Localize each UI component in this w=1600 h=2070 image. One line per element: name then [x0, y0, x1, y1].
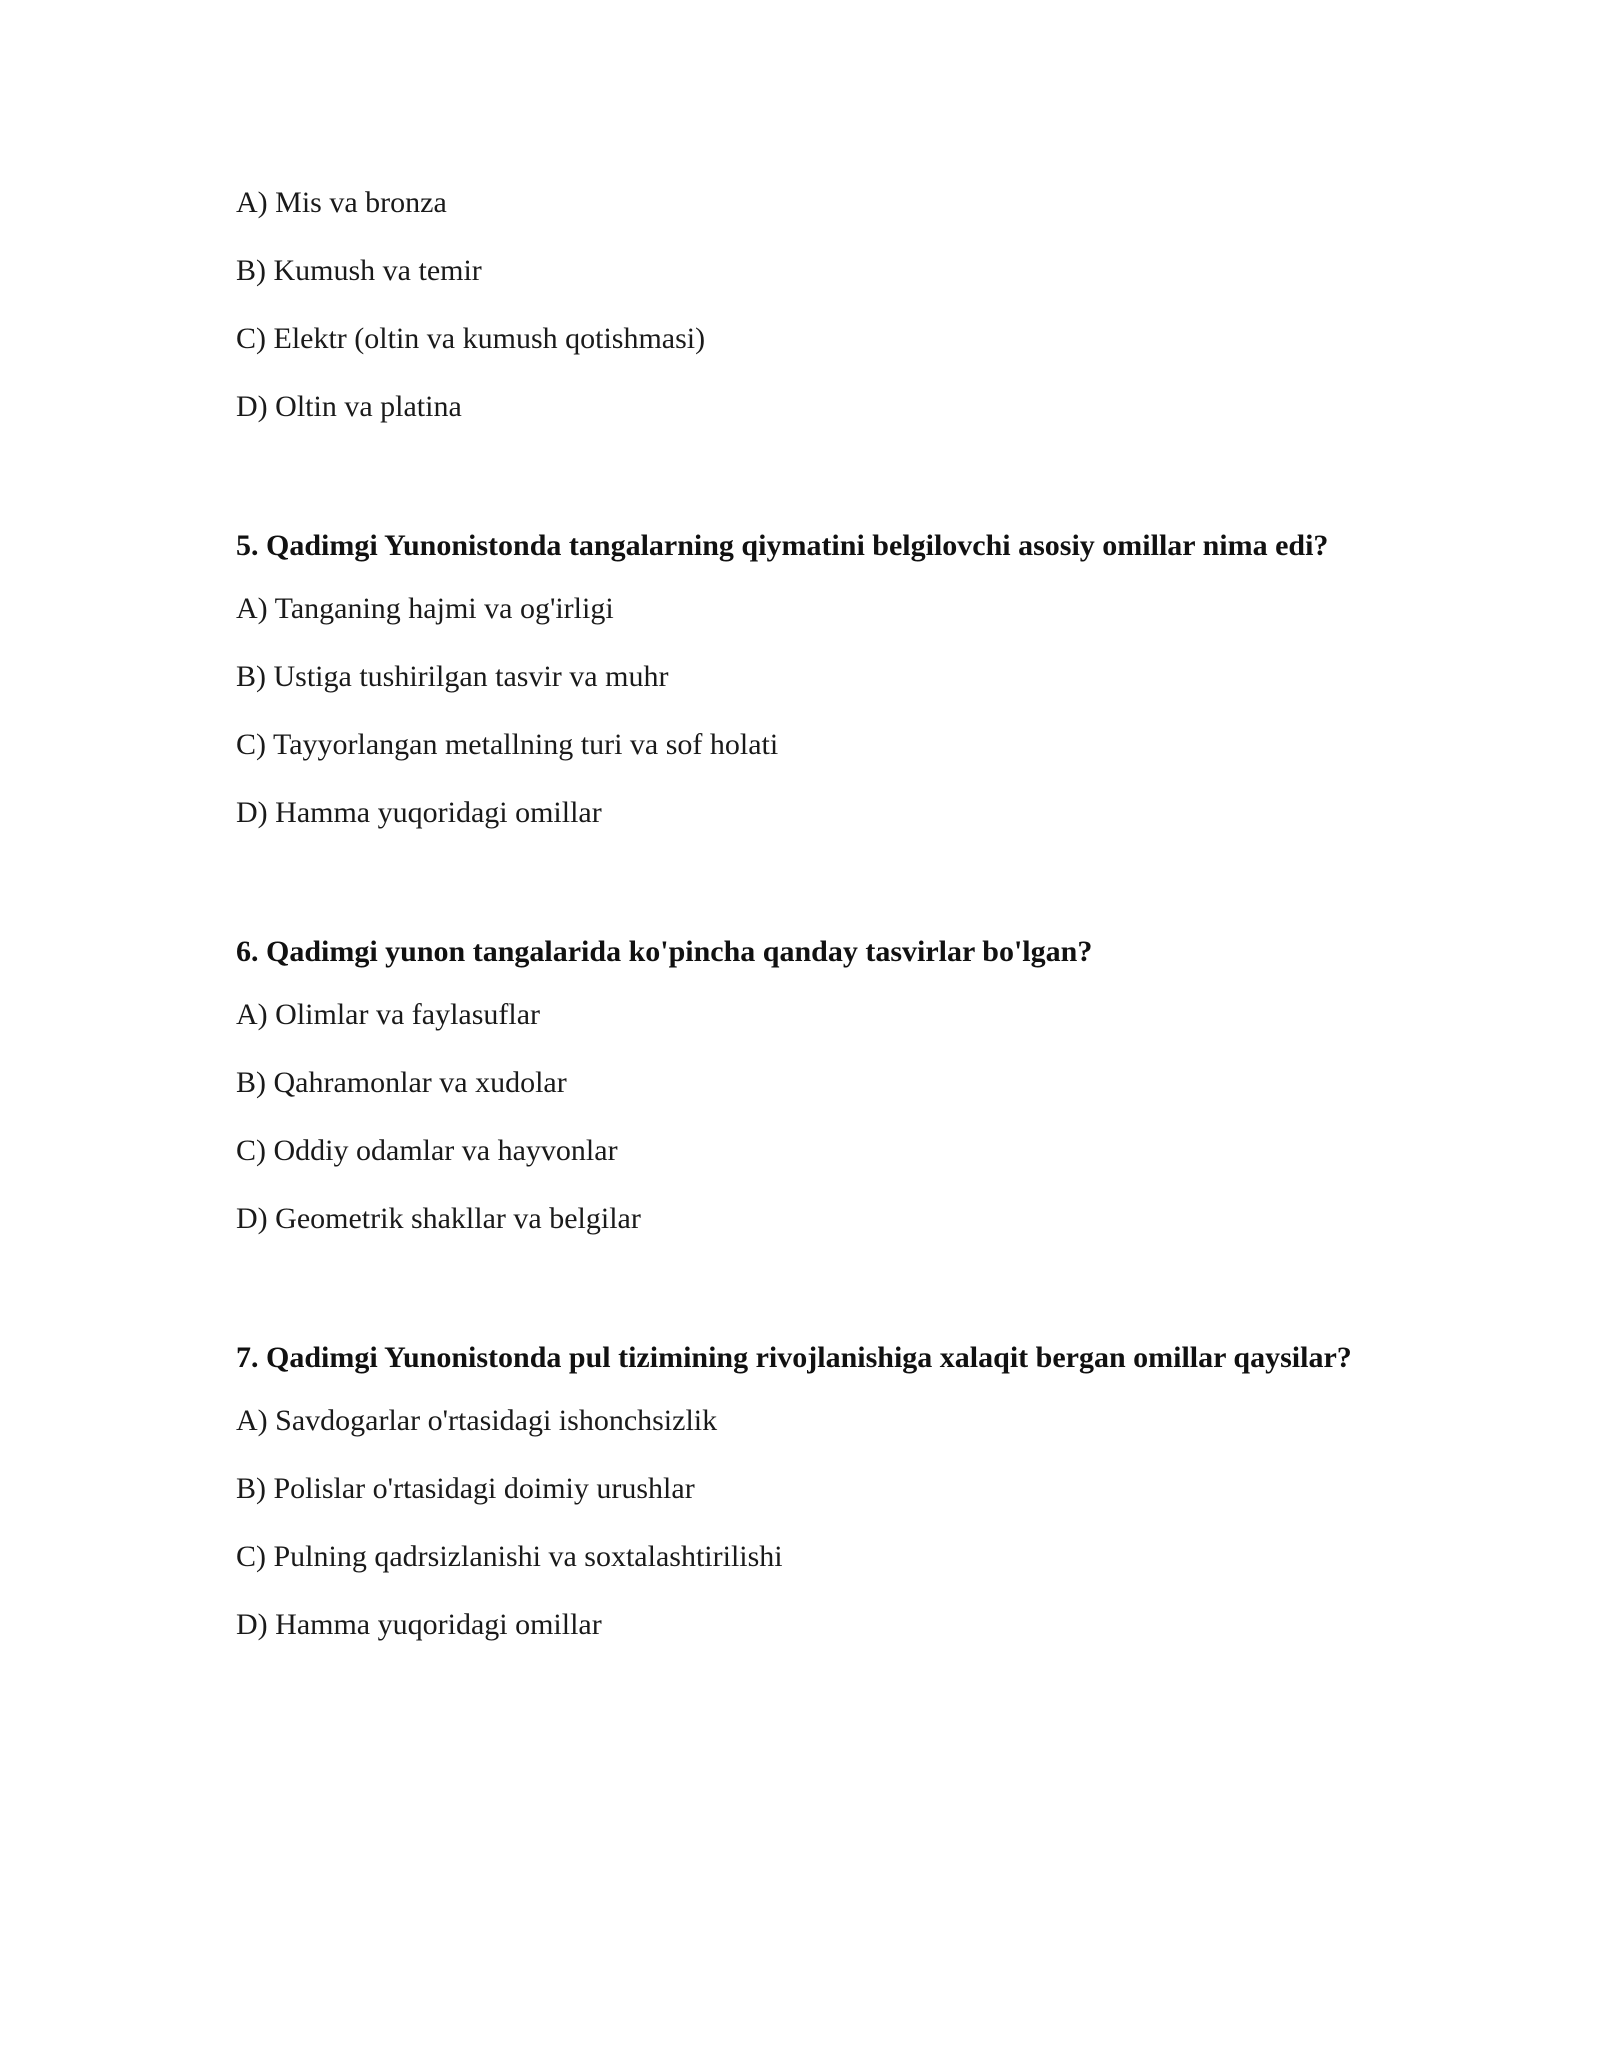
option-a: A) Tanganing hajmi va og'irligi [236, 592, 614, 625]
option-b: B) Kumush va temir [236, 254, 482, 287]
option-d: D) Hamma yuqoridagi omillar [236, 796, 602, 829]
option-b: B) Polislar o'rtasidagi doimiy urushlar [236, 1472, 695, 1505]
option-c: C) Elektr (oltin va kumush qotishmasi) [236, 322, 706, 355]
option-b: B) Qahramonlar va xudolar [236, 1066, 567, 1099]
block-gap [236, 1269, 1366, 1337]
question-5-text: 5. Qadimgi Yunonistonda tangalarning qiymatini belgilovchi asosiy omillar nima edi? [236, 529, 1329, 562]
option-a: A) Mis va bronza [236, 186, 447, 219]
block-gap [236, 863, 1366, 931]
option-b: B) Ustiga tushirilgan tasvir va muhr [236, 660, 669, 693]
question-block-6 [236, 931, 1366, 1237]
question-block-5 [236, 525, 1366, 831]
option-d: D) Hamma yuqoridagi omillar [236, 1608, 602, 1641]
option-d: D) Geometrik shakllar va belgilar [236, 1202, 641, 1235]
question-7-text: 7. Qadimgi Yunonistonda pul tizimining rivojlanishiga xalaqit bergan omillar qaysilar? [236, 1341, 1352, 1374]
option-d: D) Oltin va platina [236, 390, 462, 423]
block-gap [236, 457, 1366, 525]
question-block-7 [236, 1337, 1366, 1643]
question-block-4-options [236, 185, 1366, 425]
quiz-content [236, 185, 1366, 1675]
option-a: A) Olimlar va faylasuflar [236, 998, 541, 1031]
option-c: C) Tayyorlangan metallning turi va sof holati [236, 728, 779, 761]
option-a: A) Savdogarlar o'rtasidagi ishonchsizlik [236, 1404, 718, 1437]
option-c: C) Oddiy odamlar va hayvonlar [236, 1134, 618, 1167]
question-6-text: 6. Qadimgi yunon tangalarida ko'pincha qanday tasvirlar bo'lgan? [236, 935, 1093, 968]
option-c: C) Pulning qadrsizlanishi va soxtalashtirilishi [236, 1540, 783, 1573]
